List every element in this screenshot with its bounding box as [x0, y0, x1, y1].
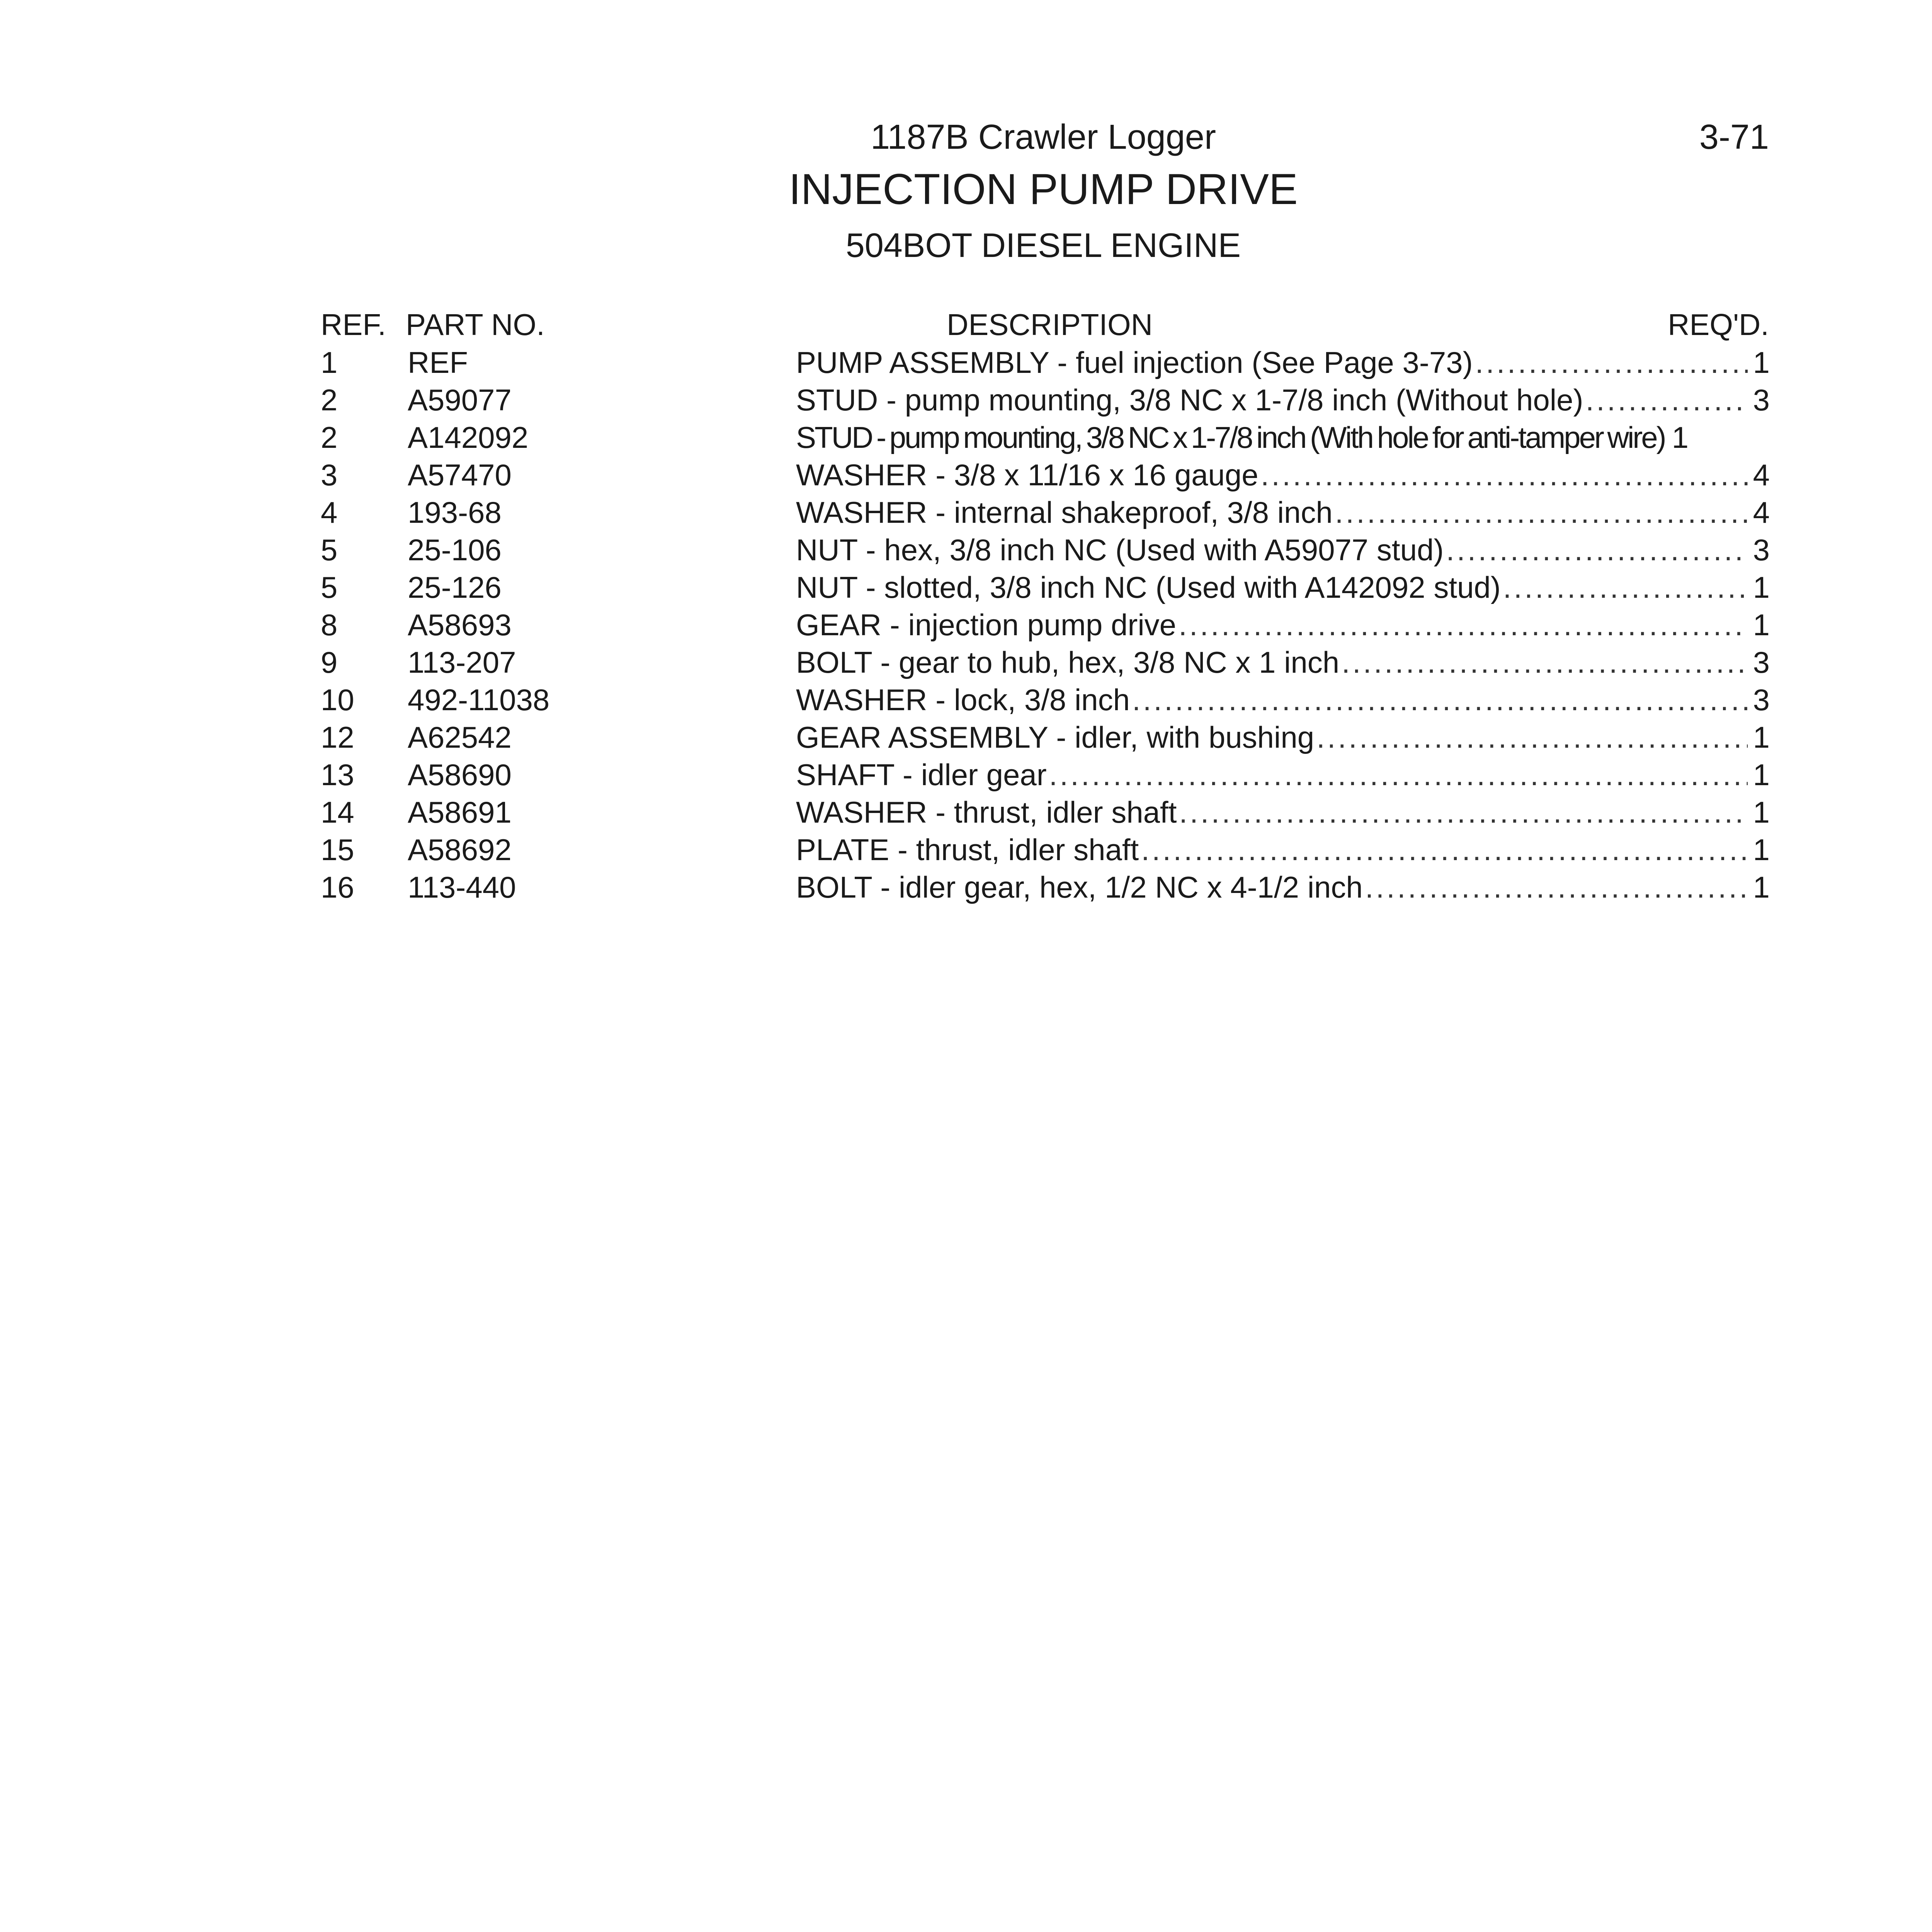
part-description: STUD - pump mounting, 3/8 NC x 1-7/8 inch (With hole for anti-tamper wire): [796, 420, 1665, 454]
quantity: 1: [1753, 570, 1770, 604]
description-cell: [796, 831, 1770, 869]
machine-subtitle: 1187B Crawler Logger: [871, 118, 1216, 156]
dot-leader: [1335, 494, 1748, 531]
part-description: GEAR - injection pump drive: [796, 608, 1177, 642]
dot-leader: [1316, 719, 1748, 756]
ref-number: 14: [321, 795, 354, 829]
ref-number: 12: [321, 720, 354, 754]
quantity: 4: [1753, 458, 1770, 492]
part-description: NUT - slotted, 3/8 inch NC (Used with A142092 stud): [796, 570, 1501, 604]
part-number: A58693: [408, 608, 512, 642]
description-cell: [796, 381, 1770, 419]
engine-subtitle: 504BOT DIESEL ENGINE: [845, 226, 1241, 264]
quantity: 1: [1753, 870, 1770, 904]
quantity: 3: [1753, 383, 1770, 417]
quantity: 1: [1753, 345, 1770, 379]
part-number: A58692: [408, 833, 512, 867]
part-number: 193-68: [408, 495, 502, 529]
parts-list: [0, 344, 1932, 906]
dot-leader: [1141, 831, 1747, 869]
column-header-description: DESCRIPTION: [947, 308, 1153, 342]
part-description: WASHER - lock, 3/8 inch: [796, 683, 1130, 717]
ref-number: 4: [321, 495, 338, 529]
quantity: 3: [1753, 683, 1770, 717]
part-description: PLATE - thrust, idler shaft: [796, 833, 1139, 867]
description-cell: [796, 644, 1770, 681]
parts-table-header: [0, 305, 1932, 344]
quantity: 3: [1753, 533, 1770, 567]
part-description: STUD - pump mounting, 3/8 NC x 1-7/8 inch (Without hole): [796, 383, 1583, 417]
table-row: [0, 531, 1932, 569]
part-number: A58691: [408, 795, 512, 829]
ref-number: 2: [321, 420, 338, 454]
description-cell: [796, 531, 1770, 569]
part-description: WASHER - 3/8 x 11/16 x 16 gauge: [796, 458, 1259, 492]
part-description: SHAFT - idler gear: [796, 758, 1047, 792]
part-description: WASHER - thrust, idler shaft: [796, 795, 1177, 829]
table-row: [0, 456, 1932, 494]
part-number: A57470: [408, 458, 512, 492]
description-cell: [796, 869, 1770, 906]
quantity: 1: [1672, 420, 1689, 454]
quantity: 1: [1753, 608, 1770, 642]
part-number: A142092: [408, 420, 529, 454]
dot-leader: [1365, 869, 1748, 906]
column-header-part-no: PART NO.: [406, 308, 545, 342]
description-cell: [796, 681, 1770, 719]
column-header-reqd: REQ'D.: [1668, 308, 1769, 342]
ref-number: 8: [321, 608, 338, 642]
column-header-ref: REF.: [321, 308, 386, 342]
dot-leader: [1446, 531, 1747, 569]
table-row: [0, 681, 1932, 719]
part-number: 113-207: [408, 645, 516, 679]
description-cell: [796, 756, 1770, 794]
part-description: GEAR ASSEMBLY - idler, with bushing: [796, 720, 1315, 754]
table-row: [0, 494, 1932, 531]
table-row: [0, 381, 1932, 419]
ref-number: 5: [321, 533, 338, 567]
quantity: 1: [1753, 758, 1770, 792]
ref-number: 9: [321, 645, 338, 679]
part-number: A62542: [408, 720, 512, 754]
ref-number: 16: [321, 870, 354, 904]
part-number: A59077: [408, 383, 512, 417]
part-description: WASHER - internal shakeproof, 3/8 inch: [796, 495, 1333, 529]
quantity: 1: [1753, 795, 1770, 829]
ref-number: 1: [321, 345, 338, 379]
page-title: INJECTION PUMP DRIVE: [789, 165, 1298, 213]
dot-leader: [1475, 344, 1748, 381]
ref-number: 10: [321, 683, 354, 717]
part-number: REF: [408, 345, 468, 379]
quantity: 3: [1753, 645, 1770, 679]
part-number: 113-440: [408, 870, 516, 904]
table-row: [0, 344, 1932, 381]
table-row: [0, 869, 1932, 906]
table-row: [0, 794, 1932, 831]
dot-leader: [1179, 606, 1748, 644]
part-description: NUT - hex, 3/8 inch NC (Used with A59077 stud): [796, 533, 1444, 567]
dot-leader: [1261, 456, 1748, 494]
quantity: 4: [1753, 495, 1770, 529]
dot-leader: [1342, 644, 1747, 681]
description-cell: [796, 456, 1770, 494]
ref-number: 13: [321, 758, 354, 792]
part-description: PUMP ASSEMBLY - fuel injection (See Page 3-73): [796, 345, 1473, 379]
table-row: [0, 719, 1932, 756]
part-description: BOLT - gear to hub, hex, 3/8 NC x 1 inch: [796, 645, 1340, 679]
table-row: [0, 756, 1932, 794]
part-number: 492-11038: [408, 683, 550, 717]
part-number: A58690: [408, 758, 512, 792]
dot-leader: [1049, 756, 1748, 794]
dot-leader: [1503, 569, 1748, 606]
table-row: [0, 831, 1932, 869]
part-number: 25-106: [408, 533, 502, 567]
dot-leader: [1132, 681, 1748, 719]
description-cell: [796, 494, 1770, 531]
description-cell: [796, 419, 1770, 456]
description-cell: [796, 344, 1770, 381]
part-number: 25-126: [408, 570, 502, 604]
page-number: 3-71: [1699, 118, 1769, 156]
description-cell: [796, 719, 1770, 756]
page-header: [734, 116, 1352, 267]
quantity: 1: [1753, 720, 1770, 754]
dot-leader: [1585, 381, 1747, 419]
table-row: [0, 644, 1932, 681]
table-row: [0, 569, 1932, 606]
table-row: [0, 606, 1932, 644]
dot-leader: [1179, 794, 1747, 831]
ref-number: 5: [321, 570, 338, 604]
description-cell: [796, 794, 1770, 831]
description-cell: [796, 569, 1770, 606]
table-row: [0, 419, 1932, 456]
ref-number: 2: [321, 383, 338, 417]
part-description: BOLT - idler gear, hex, 1/2 NC x 4-1/2 inch: [796, 870, 1363, 904]
ref-number: 3: [321, 458, 338, 492]
quantity: 1: [1753, 833, 1770, 867]
description-cell: [796, 606, 1770, 644]
ref-number: 15: [321, 833, 354, 867]
